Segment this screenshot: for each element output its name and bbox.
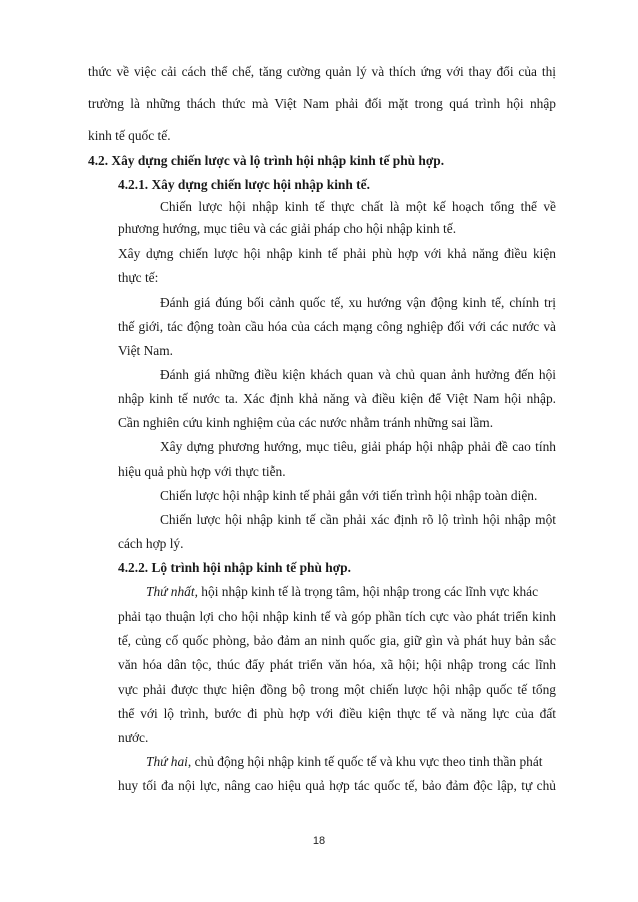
text-line: Xây dựng chiến lược hội nhập kinh tế phải phù hợp với khả năng điều kiện bbox=[118, 246, 556, 261]
text-line: Cần nghiên cứu kinh nghiệm của các nước nhằm tránh những sai lầm. bbox=[118, 415, 494, 430]
text-line: Đánh giá những điều kiện khách quan và chủ quan ảnh hưởng đến hội bbox=[160, 367, 556, 382]
text-line: Chiến lược hội nhập kinh tế thực chất là một kế hoạch tổng thể về bbox=[160, 199, 556, 214]
text-line bbox=[146, 754, 556, 770]
section-heading-4-2: 4.2. Xây dựng chiến lược và lộ trình hội nhập kinh tế phù hợp. bbox=[88, 153, 445, 168]
text-line bbox=[146, 584, 556, 600]
page-number: 18 bbox=[312, 835, 326, 847]
subsection-heading-4-2-1: 4.2.1. Xây dựng chiến lược hội nhập kinh tế. bbox=[118, 177, 370, 192]
text-line: vực phải được thực hiện đồng bộ trong một chiến lược hội nhập quốc tế tổng bbox=[118, 682, 556, 697]
text-line: nhập kinh tế nước ta. Xác định khả năng và điều kiện để Việt Nam hội nhập. bbox=[118, 391, 556, 406]
text-line: văn hóa dân tộc, thúc đẩy phát triển văn hóa, xã hội; hội nhập trong các lĩnh bbox=[118, 657, 556, 672]
text-line: phương hướng, mục tiêu và các giải pháp cho hội nhập kinh tế. bbox=[118, 221, 457, 236]
text-line: phải tạo thuận lợi cho hội nhập kinh tế và góp phần tích cực vào phát triển kinh bbox=[118, 609, 556, 624]
text-line: trường là những thách thức mà Việt Nam phải đối mặt trong quá trình hội nhập bbox=[88, 96, 556, 111]
text-line: Đánh giá đúng bối cảnh quốc tế, xu hướng vận động kinh tế, chính trị bbox=[160, 295, 556, 310]
text-line: cách hợp lý. bbox=[118, 536, 184, 551]
text-line: nước. bbox=[118, 730, 149, 745]
text-line: thế giới, tác động toàn cầu hóa của cách mạng công nghiệp đối với các nước và bbox=[118, 319, 556, 334]
subsection-heading-4-2-2: 4.2.2. Lộ trình hội nhập kinh tế phù hợp. bbox=[118, 560, 351, 575]
text-line: huy tối đa nội lực, nâng cao hiệu quả hợp tác quốc tế, bảo đảm độc lập, tự chủ bbox=[118, 778, 556, 793]
emphasis-first: Thứ nhất bbox=[146, 584, 195, 599]
text-line: tế, củng cố quốc phòng, bảo đảm an ninh quốc gia, giữ gìn và phát huy bản sắc bbox=[118, 633, 556, 648]
text-line: thực tế: bbox=[118, 270, 159, 285]
text-line: Xây dựng phương hướng, mục tiêu, giải pháp hội nhập phải đề cao tính bbox=[160, 439, 556, 454]
text-line-rest: , hội nhập kinh tế là trọng tâm, hội nhập trong các lĩnh vực khác bbox=[194, 584, 539, 599]
text-line-rest: , chủ động hội nhập kinh tế quốc tế và khu vực theo tinh thần phát bbox=[187, 754, 543, 769]
text-line: hiệu quả phù hợp với thực tiễn. bbox=[118, 464, 286, 479]
text-line: kinh tế quốc tế. bbox=[88, 128, 171, 143]
text-line: Chiến lược hội nhập kinh tế phải gắn với tiến trình hội nhập toàn diện. bbox=[160, 488, 538, 503]
text-line: thể với lộ trình, bước đi phù hợp với điều kiện thực tế và năng lực của đất bbox=[118, 706, 556, 721]
text-line: Việt Nam. bbox=[118, 343, 173, 358]
text-line: thức về việc cải cách thể chế, tăng cường quản lý và thích ứng với thay đổi của thị bbox=[88, 64, 556, 79]
emphasis-second: Thứ hai bbox=[146, 754, 188, 769]
text-line: Chiến lược hội nhập kinh tế cần phải xác định rõ lộ trình hội nhập một bbox=[160, 512, 556, 527]
